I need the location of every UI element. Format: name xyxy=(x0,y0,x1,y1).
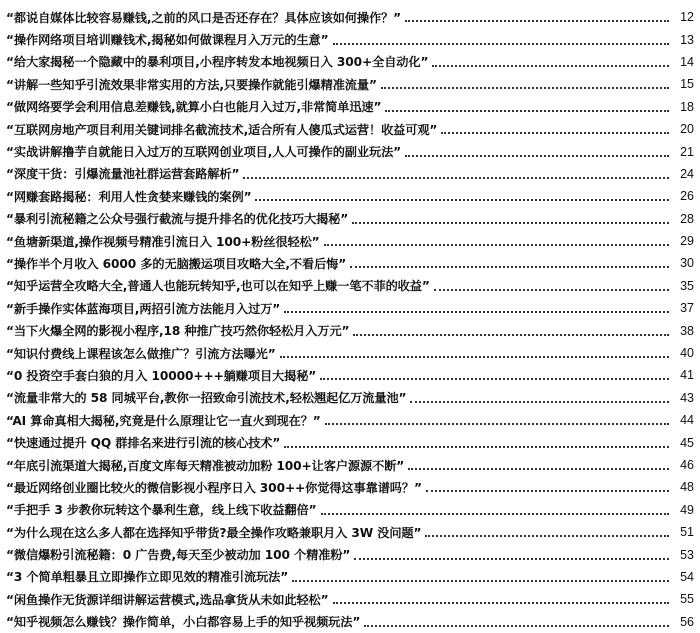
toc-entry-title: “操作半个月收入 6000 多的无脑搬运项目攻略大全,不看后悔” xyxy=(6,256,347,271)
toc-entry-page-number: 35 xyxy=(680,278,694,293)
toc-entry-page-number: 51 xyxy=(680,525,694,540)
toc-entry-title: “流量非常大的 58 同城平台,教你一招致命引流技术,轻松翘起亿万流量池” xyxy=(6,391,407,406)
toc-entry[interactable] xyxy=(0,252,700,274)
toc-entry[interactable] xyxy=(0,364,700,386)
toc-entry-page-number: 18 xyxy=(680,99,694,114)
toc-entry[interactable] xyxy=(0,454,700,476)
toc-dot-leader xyxy=(280,344,669,358)
toc-dot-leader xyxy=(385,98,669,112)
toc-dot-leader xyxy=(324,232,669,246)
toc-entry-title: “手把手 3 步教你玩转这个暴利生意，线上线下收益翻倍” xyxy=(6,503,317,518)
toc-entry-title: “闲鱼操作无货源详细讲解运营模式,选品拿货从未如此轻松” xyxy=(6,592,329,607)
toc-entry-page-number: 15 xyxy=(680,77,694,92)
toc-dot-leader xyxy=(255,187,669,201)
toc-entry-page-number: 54 xyxy=(680,569,694,584)
toc-dot-leader xyxy=(410,389,669,403)
toc-entry[interactable] xyxy=(0,163,700,185)
toc-dot-leader xyxy=(381,75,669,89)
toc-entry[interactable] xyxy=(0,51,700,73)
toc-dot-leader xyxy=(434,277,669,291)
toc-entry-title: “新手操作实体蓝海项目,两招引流方法能月入过万” xyxy=(6,301,281,316)
toc-entry-page-number: 20 xyxy=(680,122,694,137)
toc-entry[interactable] xyxy=(0,208,700,230)
toc-dot-leader xyxy=(405,8,669,22)
toc-entry-page-number: 44 xyxy=(680,413,694,428)
toc-entry[interactable] xyxy=(0,611,700,633)
toc-entry-page-number: 55 xyxy=(680,592,694,607)
toc-entry-page-number: 30 xyxy=(680,256,694,271)
toc-entry-title: “年底引流渠道大揭秘,百度文库每天精准被动加粉 100+让客户源源不断” xyxy=(6,458,405,473)
toc-entry-title: “做网络要学会利用信息差赚钱,就算小白也能月入过万,非常简单迅速” xyxy=(6,100,382,115)
toc-dot-leader xyxy=(353,322,669,336)
toc-entry[interactable] xyxy=(0,185,700,207)
toc-dot-leader xyxy=(243,165,669,179)
toc-entry-title: “知乎运营全攻略大全,普通人也能玩转知乎,也可以在知乎上赚一笔不菲的收益” xyxy=(6,279,430,294)
toc-entry-page-number: 43 xyxy=(680,390,694,405)
toc-entry[interactable] xyxy=(0,521,700,543)
toc-entry[interactable] xyxy=(0,476,700,498)
toc-entry-title: “3 个简单粗暴且立即操作立即见效的精准引流玩法” xyxy=(6,570,289,585)
toc-entry-page-number: 46 xyxy=(680,458,694,472)
toc-entry-page-number: 12 xyxy=(680,10,694,25)
toc-entry[interactable] xyxy=(0,431,700,453)
toc-entry-title: “网赚套路揭秘：利用人性贪婪来赚钱的案例” xyxy=(6,189,252,204)
toc-entry-page-number: 28 xyxy=(680,211,694,226)
toc-entry-page-number: 53 xyxy=(680,547,694,562)
toc-entry[interactable] xyxy=(0,319,700,341)
toc-dot-leader xyxy=(432,53,669,67)
toc-entry[interactable] xyxy=(0,387,700,409)
toc-entry[interactable] xyxy=(0,342,700,364)
toc-entry-title: “AI 算命真相大揭秘,究竟是什么原理让它一直火到现在？” xyxy=(6,413,321,428)
toc-entry[interactable] xyxy=(0,275,700,297)
toc-entry-page-number: 56 xyxy=(680,614,694,629)
toc-dot-leader xyxy=(292,568,669,582)
toc-dot-leader xyxy=(350,254,669,268)
toc-dot-leader xyxy=(441,120,669,134)
toc-entry[interactable] xyxy=(0,96,700,118)
toc-entry-title: “鱼塘新渠道,操作视频号精准引流日入 100+粉丝很轻松” xyxy=(6,234,320,249)
toc-entry-page-number: 38 xyxy=(680,323,694,338)
toc-entry-title: “给大家揭秘一个隐藏中的暴利项目,小程序转发本地视频日入 300+全自动化” xyxy=(6,55,429,70)
toc-dot-leader xyxy=(321,501,670,515)
toc-entry-title: “快速通过提升 QQ 群排名来进行引流的核心技术” xyxy=(6,436,281,451)
toc-dot-leader xyxy=(426,478,669,492)
toc-dot-leader xyxy=(352,210,669,224)
toc-entry[interactable] xyxy=(0,297,700,319)
toc-entry-title: “暴利引流秘籍之公众号强行截流与提升排名的优化技巧大揭秘” xyxy=(6,212,349,227)
toc-entry-title: “知识付费线上课程该怎么做推广？引流方法曝光” xyxy=(6,346,276,361)
toc-entry-title: “最近网络创业圈比较火的微信影视小程序日入 300++你觉得这事靠谱吗？” xyxy=(6,480,422,495)
toc-entry[interactable] xyxy=(0,73,700,95)
toc-entry[interactable] xyxy=(0,28,700,50)
toc-entry[interactable] xyxy=(0,588,700,610)
toc-entry-page-number: 26 xyxy=(680,189,694,204)
toc-entry[interactable] xyxy=(0,566,700,588)
toc-dot-leader xyxy=(333,31,669,45)
toc-entry-page-number: 14 xyxy=(680,54,694,69)
toc-entry-page-number: 41 xyxy=(680,368,694,383)
toc-entry-title: “互联网房地产项目利用关键词排名截流技术,适合所有人傻瓜式运营！收益可观” xyxy=(6,122,438,137)
toc-entry-title: “操作网络项目培训赚钱术,揭秘如何做课程月入万元的生意” xyxy=(6,33,329,48)
toc-entry-page-number: 40 xyxy=(680,346,694,361)
toc-entry-page-number: 21 xyxy=(680,144,694,159)
toc-entry[interactable] xyxy=(0,6,700,28)
toc-entry-title: “微信爆粉引流秘籍：0 广告费,每天至少被动加 100 个精准粉” xyxy=(6,548,351,563)
toc-entry-title: “都说自媒体比较容易赚钱,之前的风口是否还存在？具体应该如何操作？” xyxy=(6,10,402,25)
toc-dot-leader xyxy=(284,434,669,448)
toc-entry[interactable] xyxy=(0,499,700,521)
toc-entry-page-number: 13 xyxy=(680,32,694,47)
toc-entry[interactable] xyxy=(0,230,700,252)
toc-entry-page-number: 29 xyxy=(680,234,694,249)
toc-dot-leader xyxy=(284,299,669,313)
toc-entry[interactable] xyxy=(0,118,700,140)
toc-entry-page-number: 45 xyxy=(680,435,694,450)
toc-dot-leader xyxy=(325,411,669,425)
toc-entry-title: “实战讲解撸芋自就能日入过万的互联网创业项目,人人可操作的副业玩法” xyxy=(6,145,402,160)
toc-entry-title: “深度干货：引爆流量池社群运营套路解析” xyxy=(6,167,240,182)
toc-entry[interactable] xyxy=(0,409,700,431)
toc-entry-title: “知乎视频怎么赚钱？操作简单，小白都容易上手的知乎视频玩法” xyxy=(6,615,361,630)
toc-dot-leader xyxy=(354,546,669,560)
toc-entry-title: “当下火爆全网的影视小程序,18 种推广技巧然你轻松月入万元” xyxy=(6,324,350,339)
toc-dot-leader xyxy=(425,523,669,537)
toc-entry-title: “0 投资空手套白狼的月入 10000+++躺赚项目大揭秘” xyxy=(6,368,317,383)
toc-entry[interactable] xyxy=(0,140,700,162)
toc-dot-leader xyxy=(364,613,669,627)
toc-entry-page-number: 37 xyxy=(680,301,694,316)
toc-dot-leader xyxy=(333,590,669,604)
toc-entry[interactable] xyxy=(0,543,700,565)
toc-dot-leader xyxy=(320,366,669,380)
toc-dot-leader xyxy=(405,143,669,157)
toc-entry-page-number: 49 xyxy=(680,502,694,517)
toc-entry-page-number: 48 xyxy=(680,480,694,495)
toc-entry-page-number: 24 xyxy=(680,166,694,181)
toc-entry-title: “为什么现在这么多人都在选择知乎带货?最全操作攻略兼职月入 3W 没问题” xyxy=(6,525,422,540)
toc-entry-title: “讲解一些知乎引流效果非常实用的方法,只要操作就能引爆精准流量” xyxy=(6,77,377,92)
toc-dot-leader xyxy=(408,456,669,470)
